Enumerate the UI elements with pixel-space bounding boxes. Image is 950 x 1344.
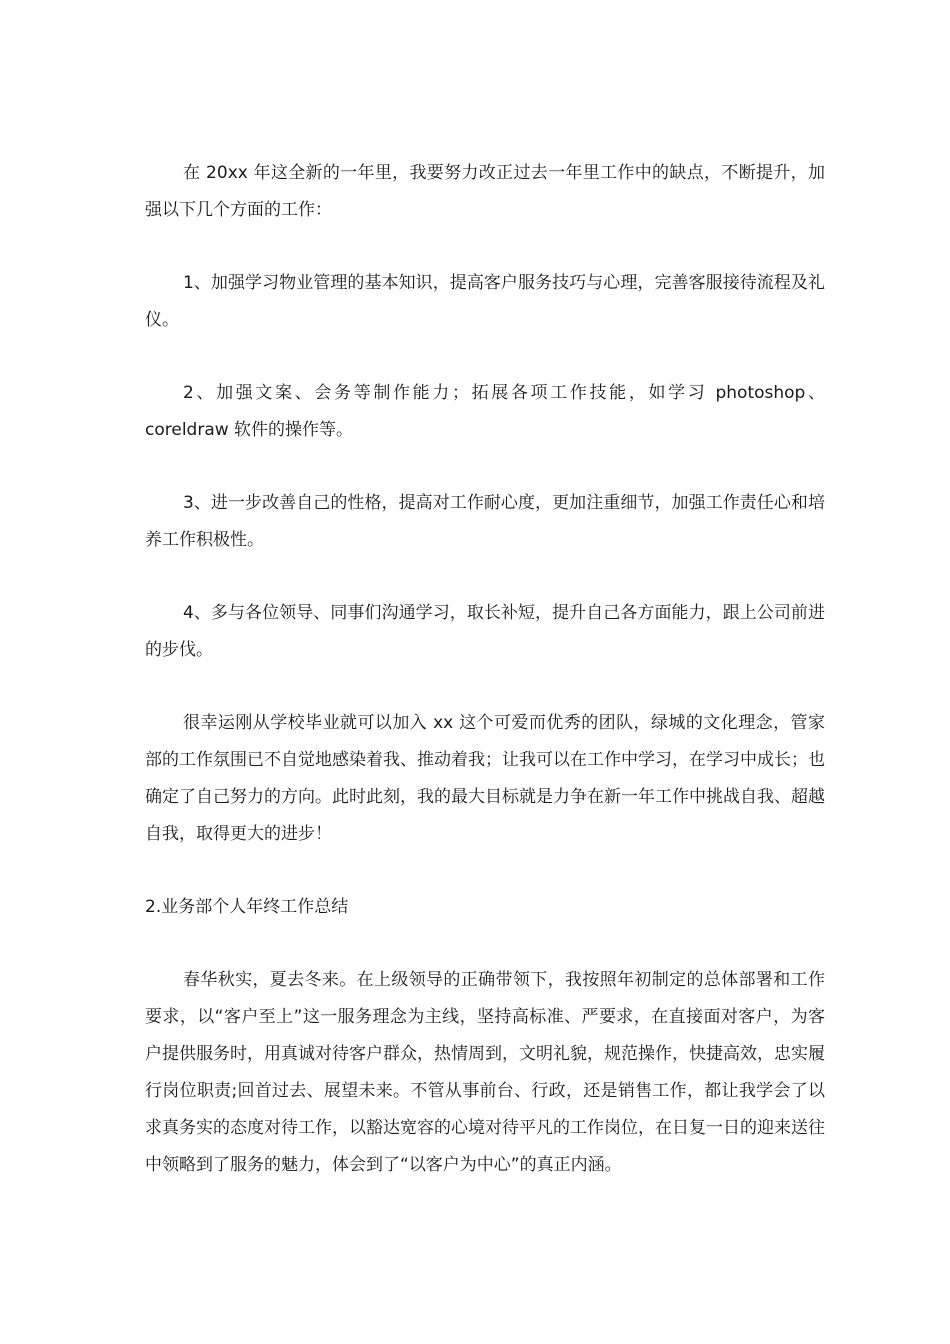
section-heading: 2.业务部个人年终工作总结 bbox=[145, 897, 349, 917]
paragraph-item-3: 3、进一步改善自己的性格，提高对工作耐心度，更加注重细节，加强工作责任心和培养工作积极性。 bbox=[145, 493, 825, 550]
paragraph-item-4: 4、多与各位领导、同事们沟通学习，取长补短，提升自己各方面能力，跟上公司前进的步伐。 bbox=[145, 603, 825, 660]
paragraph-summary: 春华秋实，夏去冬来。在上级领导的正确带领下，我按照年初制定的总体部署和工作要求，以“客户至上”这一服务理念为主线，坚持高标准、严要求，在直接面对客户，为客户提供服务时，用真诚对待客户群众，热情周到，文明礼貌，规范操作，快捷高效，忠实履行岗位职责;回首过去、展望未来。不管从事前台、行政，还是销售工作，都让我学会了以求真务实的态度对待工作，以豁达宽容的心境对待平凡的工作岗位，在日复一日的迎来送往中领略到了服务的魅力，体会到了“以客户为中心”的真正内涵。 bbox=[145, 970, 825, 1175]
paragraph-intro: 在 20xx 年这全新的一年里，我要努力改正过去一年里工作中的缺点，不断提升，加强以下几个方面的工作： bbox=[145, 163, 825, 220]
paragraph-conclusion: 很幸运刚从学校毕业就可以加入 xx 这个可爱而优秀的团队，绿城的文化理念，管家部的工作氛围已不自觉地感染着我、推动着我；让我可以在工作中学习，在学习中成长；也确定了自己努力的方向。此时此刻，我的最大目标就是力争在新一年工作中挑战自我、超越自我，取得更大的进步！ bbox=[145, 713, 825, 844]
paragraph-item-2: 2、加强文案、会务等制作能力；拓展各项工作技能，如学习 photoshop、coreldraw 软件的操作等。 bbox=[145, 383, 825, 440]
paragraph-item-1: 1、加强学习物业管理的基本知识，提高客户服务技巧与心理，完善客服接待流程及礼仪。 bbox=[145, 273, 825, 330]
